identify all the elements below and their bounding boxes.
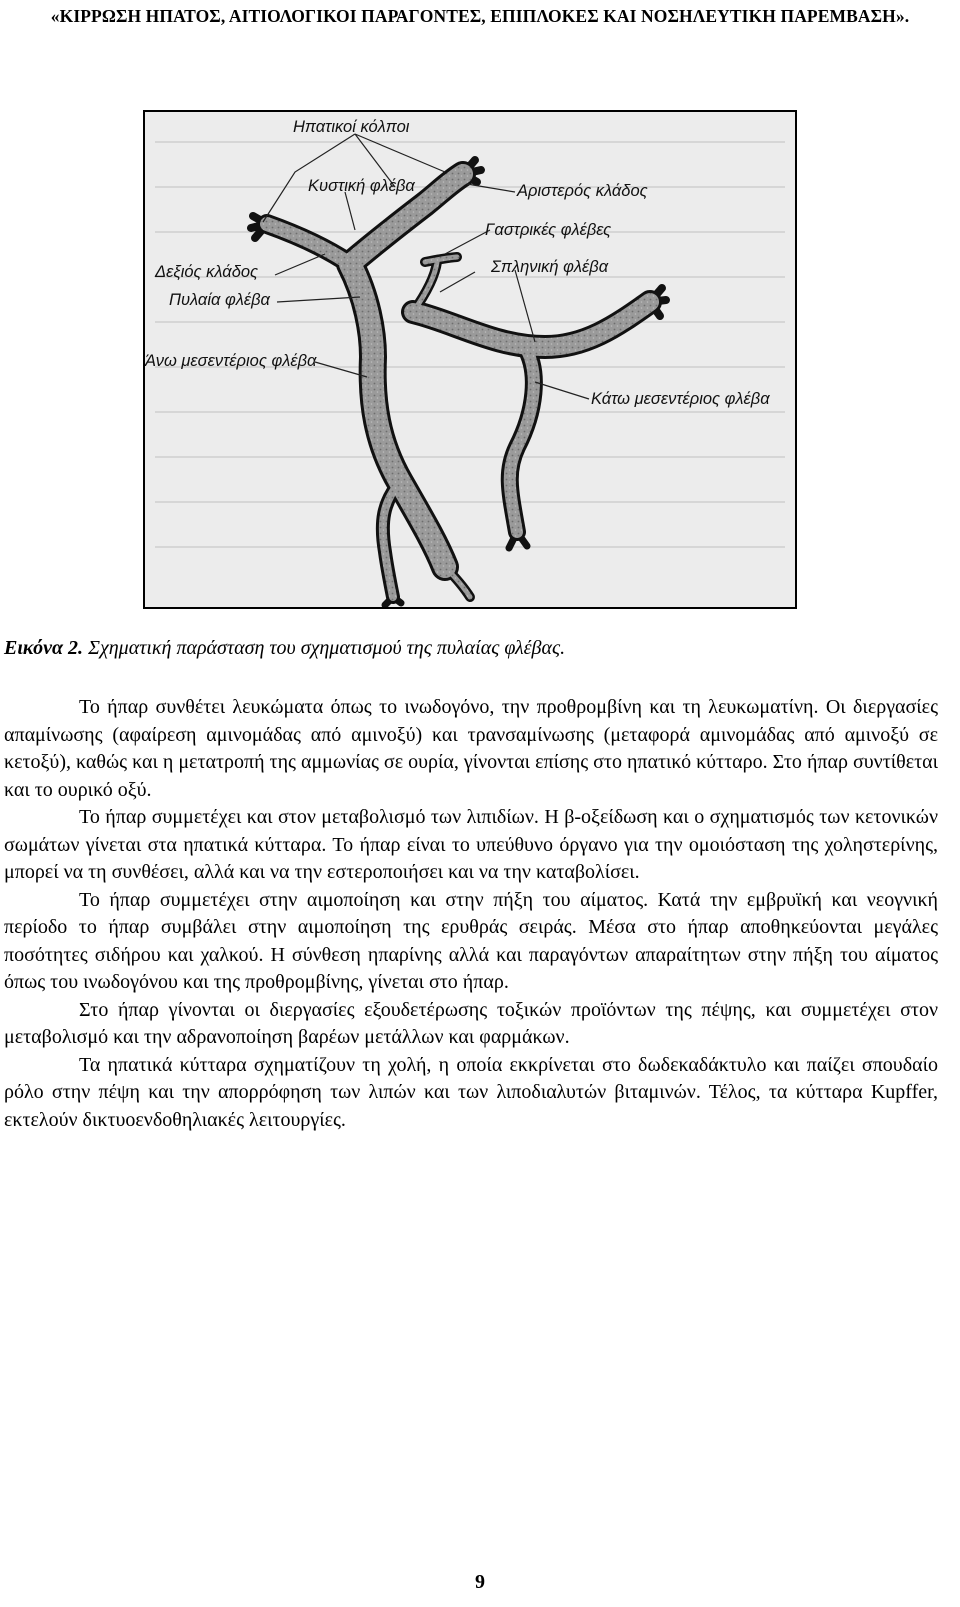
background-lines xyxy=(155,142,785,547)
label-hepatic-sinuses: Ηπατικοί κόλποι xyxy=(293,118,410,136)
label-superior-mesenteric: Άνω μεσεντέριος φλέβα xyxy=(145,352,317,370)
paragraph: Το ήπαρ συμμετέχει και στον μεταβολισμό των λιπιδίων. Η β-οξείδωση και ο σχηματισμός των κετονικών σωμάτων γίνεται στα ηπατικά κύτταρα. Το ήπαρ είναι το υπεύθυνο όργανο για την ομοιόσταση της χοληστερίνης, μπορεί να τη συνθέσει, αλλά και να την εστεροποιήσει και να την καταβολίσει. xyxy=(4,806,938,883)
label-cystic-vein: Κυστική φλέβα xyxy=(308,177,415,195)
running-header: «ΚΙΡΡΩΣΗ ΗΠΑΤΟΣ, ΑΙΤΙΟΛΟΓΙΚΟΙ ΠΑΡΑΓΟΝΤΕΣ, ΕΠΙΠΛΟΚΕΣ ΚΑΙ ΝΟΣΗΛΕΥΤΙΚΗ ΠΑΡΕΜΒΑΣΗ». xyxy=(50,6,910,26)
portal-vein-figure xyxy=(143,110,797,609)
page-number: 9 xyxy=(475,1571,485,1593)
label-portal-vein: Πυλαία φλέβα xyxy=(169,291,270,309)
caption-text: Σχηματική παράσταση του σχηματισμού της πυλαίας φλέβας. xyxy=(83,637,566,659)
label-inferior-mesenteric: Κάτω μεσεντέριος φλέβα xyxy=(591,390,770,408)
portal-vein-diagram xyxy=(145,112,795,607)
label-splenic-vein: Σπληνική φλέβα xyxy=(491,258,609,276)
caption-prefix: Εικόνα 2. xyxy=(4,637,84,659)
paragraph: Το ήπαρ συμμετέχει στην αιμοποίηση και στην πήξη του αίματος. Κατά την εμβρυϊκή και νεογνική περίοδο το ήπαρ συμβάλει στην αιμοποίηση της ερυθράς σειράς. Μέσα στο ήπαρ αποθηκεύονται μεγάλες ποσότητες σιδήρου και χαλκού. Η σύνθεση ηπαρίνης αλλά και παραγόντων απαραίτητων στην πήξη του αίματος όπως του ινωδογόνου και της προθρομβίνης, γίνεται στο ήπαρ. xyxy=(4,888,938,993)
body-text xyxy=(4,694,938,1134)
label-right-branch: Δεξιός κλάδος xyxy=(155,263,259,281)
figure-caption xyxy=(4,637,565,660)
label-gastric-veins: Γαστρικές φλέβες xyxy=(485,221,612,239)
paragraph: Στο ήπαρ γίνονται οι διεργασίες εξουδετέρωσης τοξικών προϊόντων της πέψης, και συμμετέχει στον μεταβολισμό και την αδρανοποίηση βαρέων μετάλλων και φαρμάκων. xyxy=(4,998,938,1048)
paragraph: Τα ηπατικά κύτταρα σχηματίζουν τη χολή, η οποία εκκρίνεται στο δωδεκαδάκτυλο και παίζει σπουδαίο ρόλο στην πέψη και την απορρόφηση των λιπών και των λιποδιαλυτών βιταμινών. Τέλος, τα κύτταρα Kupffer, εκτελούν δικτυοενδοθηλιακές λειτουργίες. xyxy=(4,1053,938,1131)
paragraph: Το ήπαρ συνθέτει λευκώματα όπως το ινωδογόνο, την προθρομβίνη και τη λευκωματίνη. Οι διεργασίες απαμίνωσης (αφαίρεση αμινομάδας από αμινοξύ) και τρανσαμίνωσης (μεταφορά αμινομάδας από αμινοξύ σε κετοξύ), καθώς και η μετατροπή της αμμωνίας σε ουρία, γίνονται επίσης στο ηπατικό κύτταρο. Στο ήπαρ συντίθεται και το ουρικό οξύ. xyxy=(4,696,938,801)
label-left-branch: Αριστερός κλάδος xyxy=(517,182,648,200)
